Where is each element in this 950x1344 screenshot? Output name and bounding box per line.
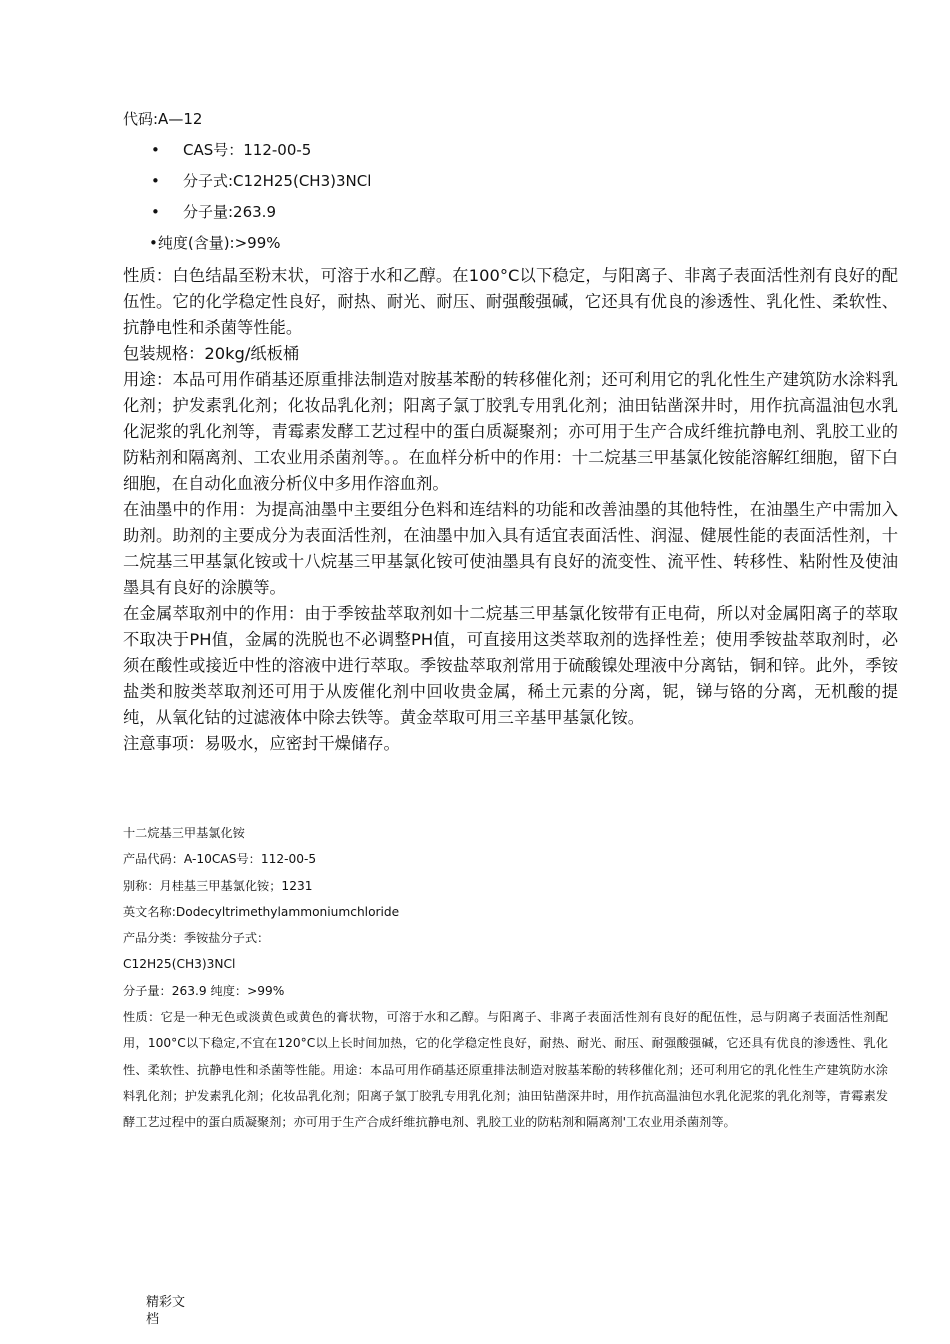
cas-number: CAS号：112-00-5 [183, 141, 312, 159]
molecular-formula: 分子式:C12H25(CH3)3NCl [183, 172, 372, 190]
bullet-icon: • [151, 141, 160, 159]
properties-usage-paragraph: 性质：它是一种无色或淡黄色或黄色的膏状物，可溶于水和乙醇。与阳离子、非离子表面活性剂有良好的配伍性，忌与阴离子表面活性剂配用，100°C以下稳定,不宜在120°C以上长时间加热，它的化学稳定性良好，耐热、耐光、耐压、耐强酸强碱，它还具有优良的渗透性、乳化性、柔软性、抗静电性和杀菌等性能。用途：本品可用作硝基还原重排法制造对胺基苯酚的转移催化剂；还可利用它的乳化性生产建筑防水涂料乳化剂；护发素乳化剂；化妆品乳化剂；阳离子氯丁胶乳专用乳化剂；油田钻凿深井时，用作抗高温油包水乳化泥浆的乳化剂等，青霉素发酵工艺过程中的蛋白质凝聚剂；亦可用于生产合成纤维抗静电剂、乳胶工业的防粘剂和隔离剂'工农业用杀菌剂等。 [123, 1010, 888, 1130]
product-name: 十二烷基三甲基氯化铵 [123, 826, 245, 840]
footer-line: 档 [146, 1312, 160, 1327]
category-line: 产品分类：季铵盐分子式： [123, 931, 270, 946]
product-description [123, 263, 898, 757]
molecular-weight: 分子量:263.9 [183, 203, 276, 221]
footer-watermark [146, 1294, 185, 1328]
product-code-line: 产品代码：A-10CAS号：112-00-5 [123, 852, 317, 867]
precautions-paragraph: 注意事项：易吸水，应密封干燥储存。 [123, 734, 400, 753]
footer-line: 精彩文 [146, 1295, 186, 1310]
list-item [123, 197, 903, 228]
ink-usage-paragraph: 在油墨中的作用：为提高油墨中主要组分色料和连结料的功能和改善油墨的其他特性，在油墨生产中需加入助剂。助剂的主要成分为表面活性剂，在油墨中加入具有适宜表面活性、润湿、健展性能的表面活性剂，十二烷基三甲基氯化铵或十八烷基三甲基氯化铵可使油墨具有良好的流变性、流平性、转移性、粘附性及使油墨具有良好的涂膜等。 [123, 500, 898, 597]
metal-extraction-paragraph: 在金属萃取剂中的作用：由于季铵盐萃取剂如十二烷基三甲基氯化铵带有正电荷，所以对金属阳离子的萃取不取决于PH值，金属的洗脱也不必调整PH值，可直接用这类萃取剂的选择性差；使用季铵盐萃取剂时，必须在酸性或接近中性的溶液中进行萃取。季铵盐萃取剂常用于硫酸镍处理液中分离钴，铜和锌。此外，季铵盐类和胺类萃取剂还可用于从废催化剂中回收贵金属，稀土元素的分离，铌，锑与铬的分离，无机酸的提纯，从氧化钴的过滤液体中除去铁等。黄金萃取可用三辛基甲基氯化铵。 [123, 604, 898, 727]
product-summary [123, 104, 903, 259]
alias-line: 别称：月桂基三甲基氯化铵；1231 [123, 878, 313, 893]
bullet-icon: • [151, 172, 160, 190]
properties-paragraph: 性质：白色结晶至粉末状，可溶于水和乙醇。在100°C以下稳定，与阳离子、非离子表面活性剂有良好的配伍性。它的化学稳定性良好，耐热、耐光、耐压、耐强酸强碱，它还具有优良的渗透性、乳化性、柔软性、抗静电性和杀菌等性能。 [123, 266, 898, 337]
list-item [123, 135, 903, 166]
packaging-paragraph: 包装规格：20kg/纸板桶 [123, 344, 300, 363]
bullet-icon: • [151, 203, 160, 221]
formula-line: C12H25(CH3)3NCl [123, 957, 236, 972]
usage-paragraph: 用途：本品可用作硝基还原重排法制造对胺基苯酚的转移催化剂；还可利用它的乳化性生产建筑防水涂料乳化剂；护发素乳化剂；化妆品乳化剂；阳离子氯丁胶乳专用乳化剂；油田钻凿深井时，用作抗高温油包水乳化泥浆的乳化剂等，青霉素发酵工艺过程中的蛋白质凝聚剂；亦可用于生产合成纤维抗静电剂、乳胶工业的防粘剂和隔离剂、工农业用杀菌剂等。。在血样分析中的作用：十二烷基三甲基氯化铵能溶解红细胞，留下白细胞，在自动化血液分析仪中多用作溶血剂。 [123, 370, 898, 493]
english-name-line: 英文名称:Dodecyltrimethylammoniumchloride [123, 904, 400, 919]
weight-purity-line: 分子量：263.9 纯度：>99% [123, 983, 285, 998]
product-code: 代码:A—12 [123, 110, 203, 128]
list-item [123, 166, 903, 197]
purity: •纯度(含量):>99% [149, 234, 281, 252]
second-product-section [123, 820, 888, 1136]
